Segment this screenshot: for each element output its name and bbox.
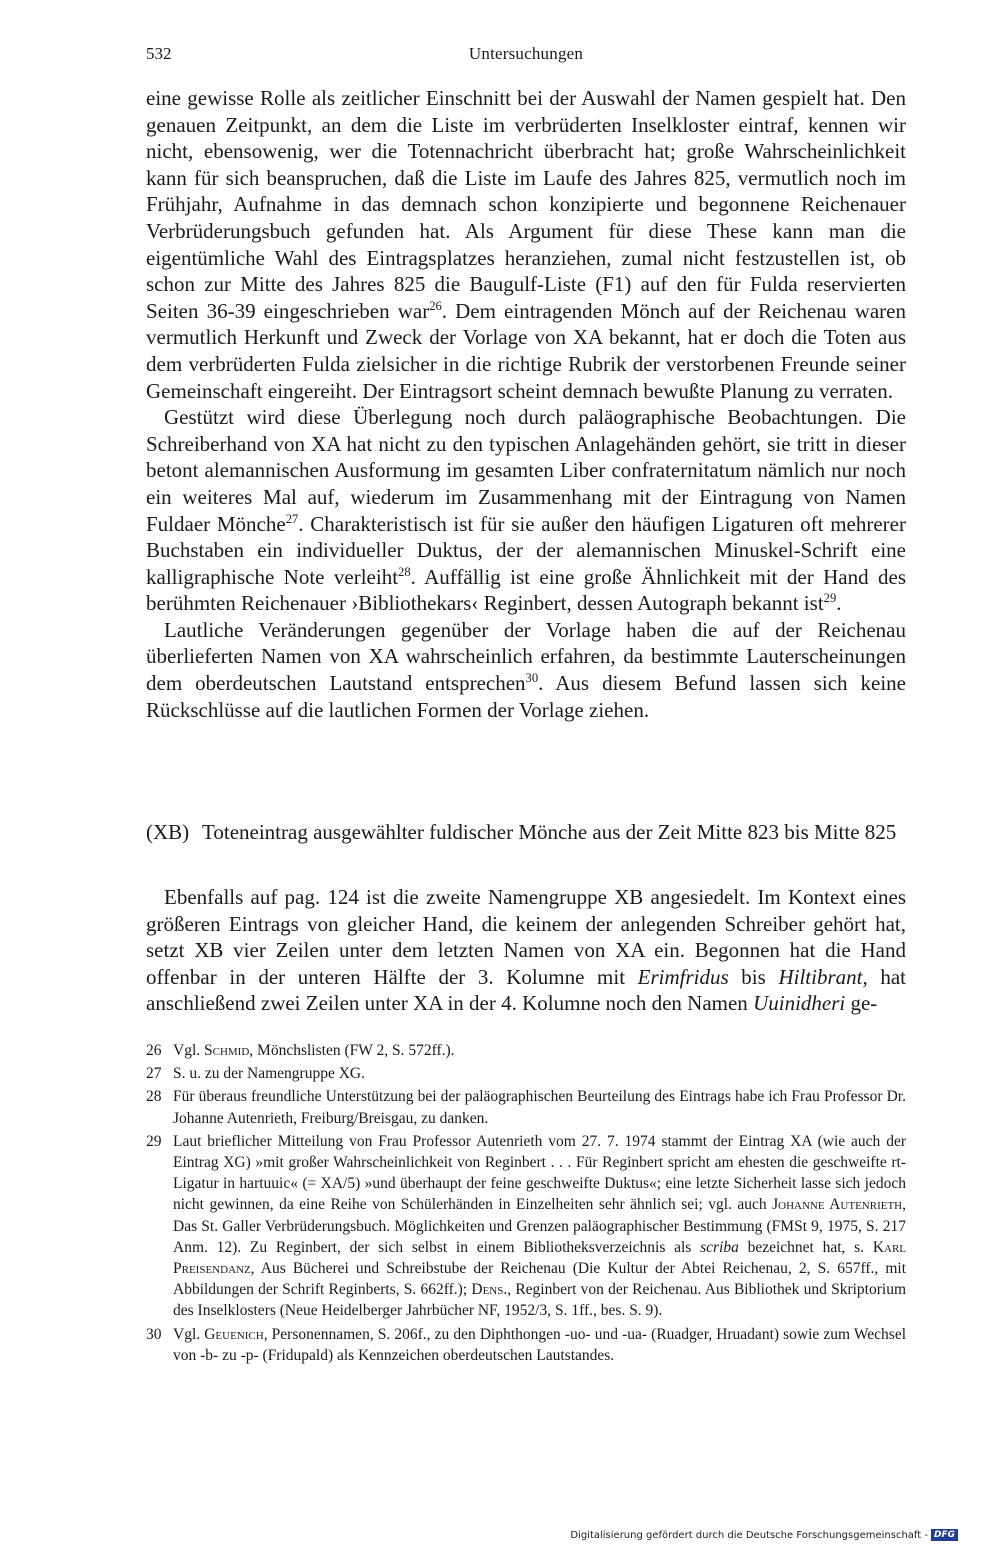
footnote-ref[interactable]: 27 xyxy=(285,511,299,526)
footnote-ref[interactable]: 26 xyxy=(429,298,442,313)
paragraph: Ebenfalls auf pag. 124 ist die zweite Namengruppe XB angesiedelt. Im Kontext eines größeren Eintrags von gleicher Hand, die keinem der anlegenden Schreiber gehört hat, setzt XB vier Zeilen unter dem letzten Namen von XA ein. Begonnen hat die Hand offenbar in der unteren Hälfte der 3. Kolumne mit Erimfridus bis Hiltibrant, hat anschließend zwei Zeilen unter XA in der 4. Kolumne noch den Namen Uuinidheri ge- xyxy=(146,885,906,1016)
name-italic: Uuinidheri xyxy=(753,991,846,1016)
footnote-ref[interactable]: 29 xyxy=(823,591,837,606)
footnotes xyxy=(146,1040,906,1368)
paragraph: eine gewisse Rolle als zeitlicher Einschnitt bei der Auswahl der Namen gespielt hat. Den genauen Zeitpunkt, an dem die Liste im verbrüderten Inselkloster eintraf, kennen wir nicht, ebensowenig, wer die Totennachricht überbracht hat; große Wahrscheinlichkeit kann für sich beanspruchen, daß die Liste im Laufe des Jahres 825, vermutlich noch im Frühjahr, Aufnahme in das demnach schon konzipierte und begonnene Reichenauer Verbrüderungsbuch gefunden hat. Als Argument für diese These kann man die eigentümliche Wahl des Eintragsplatzes heranziehen, zumal nicht festzustellen ist, ob schon zur Mitte des Jahres 825 die Baugulf-Liste (F1) auf den für Fulda reservierten Seiten 36-39 eingeschrieben war$^{26}$. Dem eintragenden Mönch auf der Reichenau waren vermutlich Herkunft und Zweck der Vorlage von XA bekannt, hat er doch die Toten aus dem verbrüderten Fulda zielsicher in die richtige Rubrik der verstorbenen Freunde seiner Gemeinschaft eingereiht. Der Eintragsort scheint demnach bewußte Planung zu verraten. xyxy=(146,86,906,403)
name-italic: Hiltibrant, xyxy=(778,964,868,989)
footnote-ref[interactable]: 30 xyxy=(525,671,539,686)
running-title: Untersuchungen xyxy=(468,44,584,63)
footnote-number: 30 xyxy=(146,1325,162,1343)
section-label: (XB) xyxy=(146,820,190,844)
digitization-credit xyxy=(570,1528,958,1542)
footnote: 27 S. u. zu der Namengruppe XG. xyxy=(146,1063,906,1084)
footnote-ref[interactable]: 28 xyxy=(398,564,411,579)
body-text xyxy=(146,85,906,723)
footnote: 28 Für überaus freundliche Unterstützung bei der paläographischen Beurteilung des Eintrags habe ich Frau Professor Dr. Johanne Autenrieth, Freiburg/Breisgau, zu danken. xyxy=(146,1088,906,1127)
footnote: 26 Vgl. Schmid, Mönchslisten (FW 2, S. 572ff.). xyxy=(146,1040,906,1061)
running-head xyxy=(146,44,906,72)
dfg-logo: DFG xyxy=(931,1529,958,1541)
footnote: 29 Laut brieflicher Mitteilung von Frau Professor Autenrieth vom 27. 7. 1974 stammt der Eintrag XA (wie auch der Eintrag XG) »mit großer Wahrscheinlichkeit von Reginbert . . . Für Reginbert spricht am ehesten die geschweifte rt-Ligatur in hartuuic« (= XA/5) »und überhaupt der feine geschweifte Duktus«; eine letzte Sicherheit lasse sich jedoch nicht gewinnen, da eine Reihe von Schülerhänden in Einzelheiten sehr ähnlich sei; vgl. auch Johanne Autenrieth, Das St. Galler Verbrüderungsbuch. Möglichkeiten und Grenzen paläographischer Bestimmung (FMSt 9, 1975, S. 217 Anm. 12). Zu Reginbert, der sich selbst in einem Bibliotheksverzeichnis als scriba bezeichnet hat, s. Karl Preisendanz, Aus Bücherei und Schreibstube der Reichenau (Die Kultur der Abtei Reichenau, 2, S. 657ff., mit Abbildungen der Schrift Reginberts, S. 662ff.); Dens., Reginbert von der Reichenau. Aus Bibliothek und Skriptorium des Inselklosters (Neue Heidelberger Jahrbücher NF, 1952/3, S. 1ff., bes. S. 9). xyxy=(146,1132,907,1320)
credit-text: Digitalisierung gefördert durch die Deutsche Forschungsgemeinschaft - xyxy=(570,1529,928,1541)
body-text-continued xyxy=(146,884,906,1017)
paragraph: Gestützt wird diese Überlegung noch durch paläographische Beobachtungen. Die Schreiberhand von XA hat nicht zu den typischen Anlagehänden gehört, sie tritt in dieser betont alemannischen Ausformung im gesamten Liber confraternitatum nämlich nur noch ein weiteres Mal auf, wiederum im Zusammenhang mit der Eintragung von Namen Fuldaer Mönche$^{27}$. Charakteristisch ist für sie außer den häufigen Ligaturen oft mehrerer Buchstaben ein individueller Duktus, der der alemannischen Minuskel-Schrift eine kalligraphische Note verleiht$^{28}$. Auffällig ist eine große Ähnlichkeit mit der Hand des berühmten Reichenauer ›Bibliothekars‹ Reginbert, dessen Autograph bekannt ist$^{29}$. xyxy=(146,405,906,616)
name-italic: Erimfridus xyxy=(637,964,729,989)
page-number: 532 xyxy=(146,44,172,63)
paragraph: Lautliche Veränderungen gegenüber der Vorlage haben die auf der Reichenau überlieferten Namen von XA wahrscheinlich erfahren, da bestimmte Lauterscheinungen dem oberdeutschen Lautstand entsprechen$^{30}$. Aus diesem Befund lassen sich keine Rückschlüsse auf die lautlichen Formen der Vorlage ziehen. xyxy=(146,617,906,722)
footnote-number: 29 xyxy=(146,1132,162,1150)
footnote-number: 26 xyxy=(146,1042,162,1059)
footnote-number: 28 xyxy=(146,1088,162,1106)
section-heading xyxy=(146,819,906,846)
section-title: Toteneintrag ausgewählter fuldischer Mönche aus der Zeit Mitte 823 bis Mitte 825 xyxy=(202,820,897,844)
footnote: 30 Vgl. Geuenich, Personennamen, S. 206f., zu den Diphthongen -uo- und -ua- (Ruadger, Hruadant) sowie zum Wechsel von -b- zu -p- (Fridupald) als Kennzeichen oberdeutschen Lautstandes. xyxy=(146,1325,907,1364)
footnote-number: 27 xyxy=(146,1065,162,1083)
